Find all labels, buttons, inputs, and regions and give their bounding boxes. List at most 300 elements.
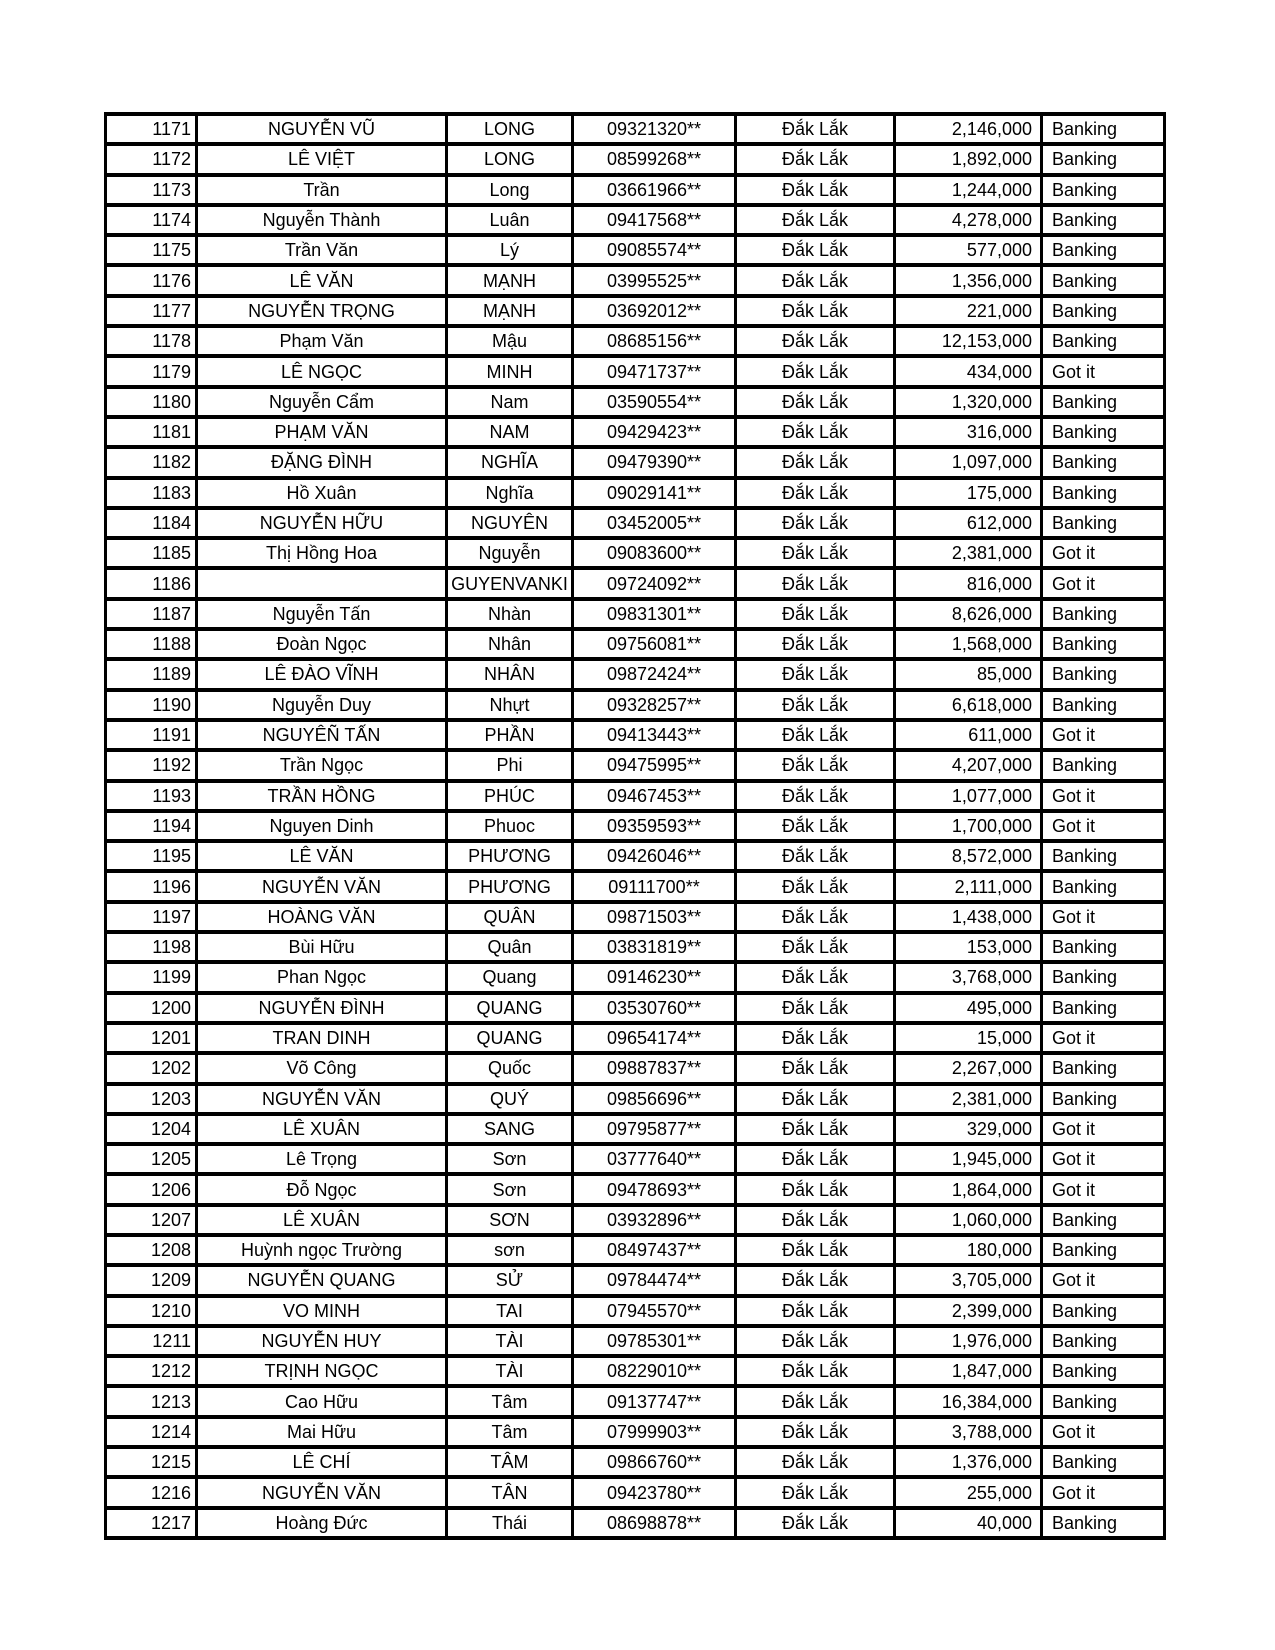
cell-status: Banking [1042, 1386, 1165, 1416]
cell-amount: 577,000 [895, 235, 1042, 265]
cell-row-number: 1189 [106, 659, 197, 689]
cell-status: Got it [1042, 356, 1165, 386]
table-row [106, 205, 1165, 235]
cell-province: Đắk Lắk [736, 1356, 895, 1386]
cell-phone: 09871503** [573, 902, 736, 932]
cell-province: Đắk Lắk [736, 144, 895, 174]
cell-status: Banking [1042, 659, 1165, 689]
cell-province: Đắk Lắk [736, 750, 895, 780]
cell-phone: 09784474** [573, 1265, 736, 1295]
table-row [106, 871, 1165, 901]
cell-family-name: NGUYỄN VĂN [197, 1084, 447, 1114]
cell-row-number: 1203 [106, 1084, 197, 1114]
cell-phone: 09111700** [573, 871, 736, 901]
cell-amount: 1,356,000 [895, 265, 1042, 295]
cell-given-name: LONG [447, 144, 573, 174]
cell-phone: 09467453** [573, 781, 736, 811]
cell-family-name: LÊ VIỆT [197, 144, 447, 174]
cell-amount: 3,768,000 [895, 962, 1042, 992]
cell-phone: 08685156** [573, 326, 736, 356]
cell-given-name: Phi [447, 750, 573, 780]
cell-phone: 09029141** [573, 478, 736, 508]
cell-given-name: MINH [447, 356, 573, 386]
table-row [106, 1084, 1165, 1114]
cell-given-name: QUÂN [447, 902, 573, 932]
cell-family-name: LÊ VĂN [197, 841, 447, 871]
table-row [106, 356, 1165, 386]
cell-amount: 8,572,000 [895, 841, 1042, 871]
cell-row-number: 1180 [106, 387, 197, 417]
cell-family-name: Nguyễn Thành [197, 205, 447, 235]
cell-phone: 09429423** [573, 417, 736, 447]
cell-phone: 09756081** [573, 629, 736, 659]
cell-status: Banking [1042, 205, 1165, 235]
table-row [106, 114, 1165, 144]
cell-family-name: Phan Ngọc [197, 962, 447, 992]
cell-province: Đắk Lắk [736, 296, 895, 326]
cell-phone: 09146230** [573, 962, 736, 992]
cell-province: Đắk Lắk [736, 387, 895, 417]
cell-given-name: Quân [447, 932, 573, 962]
cell-row-number: 1202 [106, 1053, 197, 1083]
cell-phone: 03530760** [573, 993, 736, 1023]
cell-family-name: LÊ NGỌC [197, 356, 447, 386]
cell-amount: 4,278,000 [895, 205, 1042, 235]
cell-given-name: Nhân [447, 629, 573, 659]
cell-row-number: 1213 [106, 1386, 197, 1416]
cell-amount: 434,000 [895, 356, 1042, 386]
table-row [106, 1053, 1165, 1083]
cell-family-name: TRẦN HỒNG [197, 781, 447, 811]
cell-amount: 2,146,000 [895, 114, 1042, 144]
cell-phone: 09085574** [573, 235, 736, 265]
cell-row-number: 1183 [106, 478, 197, 508]
cell-status: Banking [1042, 447, 1165, 477]
table-row [106, 1508, 1165, 1538]
cell-given-name: TÂM [447, 1447, 573, 1477]
table-row [106, 508, 1165, 538]
cell-province: Đắk Lắk [736, 690, 895, 720]
cell-amount: 612,000 [895, 508, 1042, 538]
cell-family-name: NGUYỄN VŨ [197, 114, 447, 144]
cell-row-number: 1210 [106, 1296, 197, 1326]
cell-row-number: 1205 [106, 1144, 197, 1174]
cell-province: Đắk Lắk [736, 265, 895, 295]
cell-status: Banking [1042, 1508, 1165, 1538]
cell-phone: 09479390** [573, 447, 736, 477]
cell-row-number: 1188 [106, 629, 197, 659]
cell-province: Đắk Lắk [736, 902, 895, 932]
cell-phone: 09417568** [573, 205, 736, 235]
cell-given-name: Nhựt [447, 690, 573, 720]
cell-phone: 09887837** [573, 1053, 736, 1083]
cell-status: Got it [1042, 1114, 1165, 1144]
cell-row-number: 1177 [106, 296, 197, 326]
cell-row-number: 1172 [106, 144, 197, 174]
cell-status: Banking [1042, 1084, 1165, 1114]
cell-status: Banking [1042, 326, 1165, 356]
table-body [106, 114, 1165, 1538]
cell-phone: 09831301** [573, 599, 736, 629]
cell-status: Banking [1042, 114, 1165, 144]
cell-amount: 329,000 [895, 1114, 1042, 1144]
cell-family-name: TRỊNH NGỌC [197, 1356, 447, 1386]
cell-status: Got it [1042, 902, 1165, 932]
cell-family-name: NGUYỄN HUY [197, 1326, 447, 1356]
cell-given-name: Quốc [447, 1053, 573, 1083]
cell-phone: 09475995** [573, 750, 736, 780]
cell-row-number: 1204 [106, 1114, 197, 1144]
cell-family-name: LÊ CHÍ [197, 1447, 447, 1477]
cell-phone: 08599268** [573, 144, 736, 174]
table-row [106, 1356, 1165, 1386]
cell-given-name: LONG [447, 114, 573, 144]
table-row [106, 1417, 1165, 1447]
cell-status: Banking [1042, 1447, 1165, 1477]
cell-amount: 4,207,000 [895, 750, 1042, 780]
cell-given-name: NGHĨA [447, 447, 573, 477]
cell-phone: 09426046** [573, 841, 736, 871]
cell-given-name: QUÝ [447, 1084, 573, 1114]
cell-amount: 8,626,000 [895, 599, 1042, 629]
cell-phone: 09137747** [573, 1386, 736, 1416]
cell-family-name: NGUYỄN VĂN [197, 871, 447, 901]
cell-family-name: Mai Hữu [197, 1417, 447, 1447]
cell-given-name: NHÂN [447, 659, 573, 689]
cell-given-name: SANG [447, 1114, 573, 1144]
cell-status: Banking [1042, 629, 1165, 659]
cell-given-name: NAM [447, 417, 573, 447]
cell-amount: 1,864,000 [895, 1174, 1042, 1204]
cell-given-name: Quang [447, 962, 573, 992]
cell-given-name: QUANG [447, 993, 573, 1023]
cell-amount: 1,976,000 [895, 1326, 1042, 1356]
cell-province: Đắk Lắk [736, 1265, 895, 1295]
table-row [106, 265, 1165, 295]
cell-family-name: LÊ VĂN [197, 265, 447, 295]
cell-province: Đắk Lắk [736, 1477, 895, 1507]
cell-row-number: 1209 [106, 1265, 197, 1295]
cell-province: Đắk Lắk [736, 447, 895, 477]
cell-phone: 09724092** [573, 568, 736, 598]
cell-amount: 175,000 [895, 478, 1042, 508]
cell-row-number: 1217 [106, 1508, 197, 1538]
cell-province: Đắk Lắk [736, 1296, 895, 1326]
cell-amount: 15,000 [895, 1023, 1042, 1053]
cell-given-name: TAI [447, 1296, 573, 1326]
cell-given-name: Mậu [447, 326, 573, 356]
cell-province: Đắk Lắk [736, 326, 895, 356]
table-row [106, 1326, 1165, 1356]
cell-province: Đắk Lắk [736, 1417, 895, 1447]
cell-given-name: Tâm [447, 1386, 573, 1416]
table-row [106, 932, 1165, 962]
cell-given-name: QUANG [447, 1023, 573, 1053]
cell-row-number: 1212 [106, 1356, 197, 1386]
cell-amount: 816,000 [895, 568, 1042, 598]
cell-given-name: PHƯƠNG [447, 841, 573, 871]
cell-row-number: 1174 [106, 205, 197, 235]
cell-family-name: Hồ Xuân [197, 478, 447, 508]
cell-row-number: 1195 [106, 841, 197, 871]
cell-amount: 3,788,000 [895, 1417, 1042, 1447]
cell-phone: 03995525** [573, 265, 736, 295]
cell-province: Đắk Lắk [736, 568, 895, 598]
cell-row-number: 1207 [106, 1205, 197, 1235]
cell-province: Đắk Lắk [736, 1144, 895, 1174]
cell-status: Banking [1042, 478, 1165, 508]
cell-row-number: 1201 [106, 1023, 197, 1053]
cell-amount: 40,000 [895, 1508, 1042, 1538]
cell-amount: 85,000 [895, 659, 1042, 689]
cell-province: Đắk Lắk [736, 1023, 895, 1053]
cell-status: Banking [1042, 932, 1165, 962]
cell-family-name: NGUYỄN HỮU [197, 508, 447, 538]
cell-amount: 1,320,000 [895, 387, 1042, 417]
cell-amount: 153,000 [895, 932, 1042, 962]
cell-phone: 09856696** [573, 1084, 736, 1114]
cell-row-number: 1200 [106, 993, 197, 1023]
cell-family-name: ĐẶNG ĐÌNH [197, 447, 447, 477]
cell-family-name: Hoàng Đức [197, 1508, 447, 1538]
cell-phone: 09478693** [573, 1174, 736, 1204]
cell-row-number: 1206 [106, 1174, 197, 1204]
cell-amount: 1,077,000 [895, 781, 1042, 811]
cell-amount: 1,438,000 [895, 902, 1042, 932]
cell-status: Got it [1042, 1023, 1165, 1053]
table-row [106, 993, 1165, 1023]
cell-given-name: PHƯƠNG [447, 871, 573, 901]
cell-phone: 09795877** [573, 1114, 736, 1144]
cell-row-number: 1197 [106, 902, 197, 932]
cell-row-number: 1198 [106, 932, 197, 962]
cell-family-name: HOÀNG VĂN [197, 902, 447, 932]
cell-family-name: Huỳnh ngọc Trường [197, 1235, 447, 1265]
cell-amount: 1,244,000 [895, 175, 1042, 205]
cell-status: Banking [1042, 144, 1165, 174]
cell-status: Got it [1042, 1477, 1165, 1507]
cell-amount: 2,267,000 [895, 1053, 1042, 1083]
cell-phone: 03831819** [573, 932, 736, 962]
cell-family-name: Phạm Văn [197, 326, 447, 356]
cell-given-name: TÂN [447, 1477, 573, 1507]
cell-amount: 6,618,000 [895, 690, 1042, 720]
cell-phone: 03452005** [573, 508, 736, 538]
cell-status: Banking [1042, 1296, 1165, 1326]
cell-given-name: sơn [447, 1235, 573, 1265]
cell-family-name: NGUYỄN TRỌNG [197, 296, 447, 326]
table-row [106, 811, 1165, 841]
cell-amount: 1,945,000 [895, 1144, 1042, 1174]
cell-status: Banking [1042, 1053, 1165, 1083]
cell-province: Đắk Lắk [736, 993, 895, 1023]
cell-province: Đắk Lắk [736, 871, 895, 901]
cell-status: Banking [1042, 235, 1165, 265]
table-row [106, 1296, 1165, 1326]
cell-row-number: 1181 [106, 417, 197, 447]
cell-amount: 495,000 [895, 993, 1042, 1023]
cell-status: Banking [1042, 508, 1165, 538]
cell-province: Đắk Lắk [736, 629, 895, 659]
cell-given-name: MẠNH [447, 265, 573, 295]
cell-phone: 09785301** [573, 1326, 736, 1356]
cell-status: Banking [1042, 871, 1165, 901]
table-row [106, 1477, 1165, 1507]
cell-row-number: 1173 [106, 175, 197, 205]
cell-province: Đắk Lắk [736, 235, 895, 265]
table-row [106, 690, 1165, 720]
cell-given-name: MẠNH [447, 296, 573, 326]
cell-amount: 316,000 [895, 417, 1042, 447]
table-row [106, 447, 1165, 477]
cell-amount: 180,000 [895, 1235, 1042, 1265]
cell-family-name: NGUYỄN ĐÌNH [197, 993, 447, 1023]
cell-phone: 09083600** [573, 538, 736, 568]
cell-family-name: Nguyễn Duy [197, 690, 447, 720]
cell-row-number: 1178 [106, 326, 197, 356]
cell-given-name: GUYENVANKI [447, 568, 573, 598]
cell-province: Đắk Lắk [736, 1326, 895, 1356]
cell-row-number: 1171 [106, 114, 197, 144]
cell-phone: 08229010** [573, 1356, 736, 1386]
cell-province: Đắk Lắk [736, 1174, 895, 1204]
cell-province: Đắk Lắk [736, 114, 895, 144]
cell-family-name: Đoàn Ngọc [197, 629, 447, 659]
cell-phone: 03777640** [573, 1144, 736, 1174]
cell-status: Got it [1042, 1265, 1165, 1295]
cell-row-number: 1208 [106, 1235, 197, 1265]
cell-given-name: NGUYÊN [447, 508, 573, 538]
cell-phone: 09413443** [573, 720, 736, 750]
cell-given-name: Lý [447, 235, 573, 265]
table-row [106, 962, 1165, 992]
table-row [106, 902, 1165, 932]
cell-family-name: LÊ XUÂN [197, 1114, 447, 1144]
cell-row-number: 1211 [106, 1326, 197, 1356]
cell-family-name: Trần [197, 175, 447, 205]
cell-row-number: 1199 [106, 962, 197, 992]
cell-status: Banking [1042, 417, 1165, 447]
cell-given-name: Long [447, 175, 573, 205]
cell-row-number: 1191 [106, 720, 197, 750]
cell-family-name: Bùi Hữu [197, 932, 447, 962]
cell-family-name: Thị Hồng Hoa [197, 538, 447, 568]
cell-status: Banking [1042, 265, 1165, 295]
table-row [106, 478, 1165, 508]
cell-family-name: Đỗ Ngọc [197, 1174, 447, 1204]
cell-amount: 2,111,000 [895, 871, 1042, 901]
cell-province: Đắk Lắk [736, 1235, 895, 1265]
cell-status: Banking [1042, 962, 1165, 992]
table-row [106, 144, 1165, 174]
cell-amount: 1,060,000 [895, 1205, 1042, 1235]
cell-status: Banking [1042, 599, 1165, 629]
cell-province: Đắk Lắk [736, 417, 895, 447]
cell-phone: 09866760** [573, 1447, 736, 1477]
cell-phone: 07945570** [573, 1296, 736, 1326]
cell-given-name: TÀI [447, 1356, 573, 1386]
cell-given-name: PHẦN [447, 720, 573, 750]
table-row [106, 296, 1165, 326]
cell-amount: 2,381,000 [895, 538, 1042, 568]
cell-family-name: Nguyễn Tấn [197, 599, 447, 629]
cell-province: Đắk Lắk [736, 932, 895, 962]
cell-status: Got it [1042, 568, 1165, 598]
cell-family-name: NGUYÊÑ TẤN [197, 720, 447, 750]
cell-status: Got it [1042, 538, 1165, 568]
cell-phone: 09423780** [573, 1477, 736, 1507]
cell-status: Banking [1042, 750, 1165, 780]
cell-amount: 1,892,000 [895, 144, 1042, 174]
cell-amount: 221,000 [895, 296, 1042, 326]
cell-province: Đắk Lắk [736, 599, 895, 629]
cell-amount: 1,847,000 [895, 1356, 1042, 1386]
cell-row-number: 1193 [106, 781, 197, 811]
cell-amount: 1,568,000 [895, 629, 1042, 659]
table-row [106, 1235, 1165, 1265]
cell-amount: 1,097,000 [895, 447, 1042, 477]
cell-province: Đắk Lắk [736, 1205, 895, 1235]
cell-row-number: 1215 [106, 1447, 197, 1477]
table-row [106, 1174, 1165, 1204]
cell-phone: 09328257** [573, 690, 736, 720]
cell-status: Got it [1042, 811, 1165, 841]
cell-province: Đắk Lắk [736, 1084, 895, 1114]
cell-family-name: PHẠM VĂN [197, 417, 447, 447]
cell-amount: 611,000 [895, 720, 1042, 750]
cell-given-name: Sơn [447, 1174, 573, 1204]
cell-province: Đắk Lắk [736, 1508, 895, 1538]
cell-phone: 08698878** [573, 1508, 736, 1538]
table-row [106, 568, 1165, 598]
cell-province: Đắk Lắk [736, 175, 895, 205]
table-row [106, 599, 1165, 629]
cell-status: Banking [1042, 993, 1165, 1023]
cell-amount: 2,399,000 [895, 1296, 1042, 1326]
cell-phone: 08497437** [573, 1235, 736, 1265]
cell-province: Đắk Lắk [736, 205, 895, 235]
cell-given-name: Nguyễn [447, 538, 573, 568]
cell-phone: 07999903** [573, 1417, 736, 1447]
cell-family-name: NGUYỄN QUANG [197, 1265, 447, 1295]
cell-amount: 255,000 [895, 1477, 1042, 1507]
cell-status: Banking [1042, 387, 1165, 417]
cell-status: Got it [1042, 1417, 1165, 1447]
cell-phone: 09471737** [573, 356, 736, 386]
table-row [106, 1144, 1165, 1174]
table-row [106, 720, 1165, 750]
cell-family-name: LÊ XUÂN [197, 1205, 447, 1235]
table-row [106, 1023, 1165, 1053]
table-row [106, 629, 1165, 659]
cell-province: Đắk Lắk [736, 508, 895, 538]
cell-family-name [197, 568, 447, 598]
table-row [106, 841, 1165, 871]
cell-status: Banking [1042, 690, 1165, 720]
cell-status: Got it [1042, 781, 1165, 811]
cell-family-name: VO MINH [197, 1296, 447, 1326]
cell-given-name: PHÚC [447, 781, 573, 811]
cell-province: Đắk Lắk [736, 841, 895, 871]
cell-family-name: Nguyen Dinh [197, 811, 447, 841]
cell-family-name: NGUYỄN VĂN [197, 1477, 447, 1507]
cell-row-number: 1216 [106, 1477, 197, 1507]
cell-row-number: 1179 [106, 356, 197, 386]
cell-province: Đắk Lắk [736, 962, 895, 992]
cell-status: Banking [1042, 841, 1165, 871]
cell-row-number: 1184 [106, 508, 197, 538]
cell-phone: 09654174** [573, 1023, 736, 1053]
